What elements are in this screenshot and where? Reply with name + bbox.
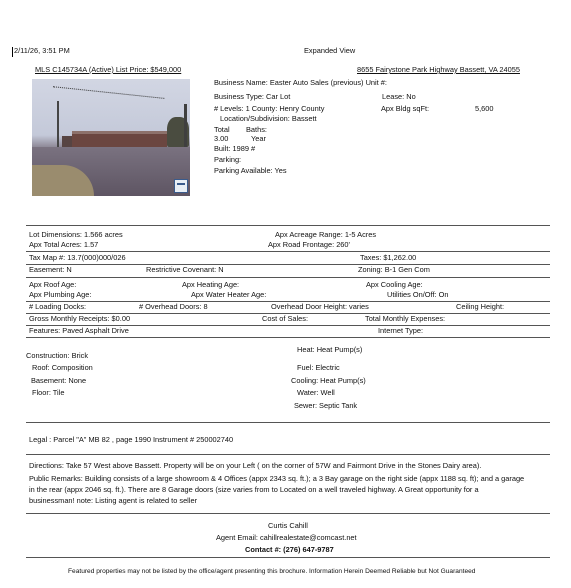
lease: Lease: No <box>382 92 416 101</box>
sewer: Sewer: Septic Tank <box>294 401 358 410</box>
gross-monthly-receipts: Gross Monthly Receipts: $0.00 <box>29 314 131 323</box>
cooling: Cooling: Heat Pump(s) <box>291 376 366 385</box>
lot-dimensions: Lot Dimensions: 1.566 acres <box>29 230 123 239</box>
total-label: Total <box>214 125 230 134</box>
light-pole <box>57 101 59 151</box>
taxes: Taxes: $1,262.00 <box>360 253 417 262</box>
apx-bldg-sqft-value: 5,600 <box>475 104 494 113</box>
fuel: Fuel: Electric <box>297 363 340 372</box>
construction: Construction: Brick <box>26 351 89 360</box>
divider <box>26 277 550 278</box>
location-subdivision: Location/Subdivision: Bassett <box>220 114 317 123</box>
property-address: 8655 Fairystone Park Highway Bassett, VA 24055 <box>357 65 520 74</box>
equal-housing-icon <box>174 179 188 193</box>
cooling-age: Apx Cooling Age: <box>366 280 423 289</box>
basement: Basement: None <box>31 376 87 385</box>
road-frontage: Apx Road Frontage: 260' <box>268 240 350 249</box>
business-type: Business Type: Car Lot <box>214 92 291 101</box>
overhead-doors: # Overhead Doors: 8 <box>139 302 208 311</box>
divider <box>26 225 550 226</box>
pennant-flags <box>52 86 165 111</box>
year-built: Built: 1989 # <box>214 144 256 153</box>
utilities: Utilities On/Off: On <box>387 290 449 299</box>
divider <box>26 337 550 338</box>
directions: Directions: Take 57 West above Bassett. Property will be on your Left ( on the corner of 57W and Fairmont Drive in the Stones Dairy area). <box>29 461 482 470</box>
total-acres: Apx Total Acres: 1.57 <box>29 240 99 249</box>
parking-available: Parking Available: Yes <box>214 166 287 175</box>
heat: Heat: Heat Pump(s) <box>297 345 363 354</box>
floor: Floor: Tile <box>32 388 65 397</box>
public-remarks-line-2: in the rear (appx 2046 sq. ft.). There are 8 Garage doors (size varies from to Located on a well traveled highway. A Great opportunity for a <box>29 485 479 494</box>
ceiling-height: Ceiling Height: <box>456 302 505 311</box>
tax-map: Tax Map #: 13.7(000)000/026 <box>29 253 126 262</box>
divider <box>26 513 550 514</box>
divider <box>26 251 550 252</box>
internet-type: Internet Type: <box>378 326 424 335</box>
divider <box>26 557 550 558</box>
plumbing-age: Apx Plumbing Age: <box>29 290 92 299</box>
year-label: Year <box>251 134 266 143</box>
levels-county: # Levels: 1 County: Henry County <box>214 104 325 113</box>
agent-name: Curtis Cahill <box>268 521 308 530</box>
overhead-door-height: Overhead Door Height: varies <box>271 302 369 311</box>
parking: Parking: <box>214 155 242 164</box>
agent-contact: Contact #: (276) 647-9787 <box>245 545 334 554</box>
water-heater-age: Apx Water Heater Age: <box>191 290 267 299</box>
mls-price-line: MLS C145734A (Active) List Price: $549,000 <box>35 65 182 74</box>
divider <box>26 264 550 265</box>
apx-bldg-sqft-label: Apx Bldg sqFt: <box>381 104 430 113</box>
heating-age: Apx Heating Age: <box>182 280 240 289</box>
divider <box>26 422 550 423</box>
water: Water: Well <box>297 388 335 397</box>
text-cursor <box>12 47 13 57</box>
roof: Roof: Composition <box>32 363 93 372</box>
disclaimer-footer: Featured properties may not be listed by the office/agent presenting this brochure. Information Herein Deemed Reliable but Not Guaranteed <box>68 568 476 575</box>
acreage-range: Apx Acreage Range: 1-5 Acres <box>275 230 377 239</box>
total-monthly-expenses: Total Monthly Expenses: <box>365 314 446 323</box>
cost-of-sales: Cost of Sales: <box>262 314 309 323</box>
agent-email: Agent Email: cahillrealestate@comcast.net <box>216 533 357 542</box>
public-remarks-line-3: businessman! note: Listing agent is related to seller <box>29 496 198 505</box>
print-timestamp: 2/11/26, 3:51 PM <box>14 46 70 55</box>
baths-value: 3.00 <box>214 134 229 143</box>
public-remarks-line-1: Public Remarks: Building consists of a large showroom & 4 Offices (appx 2343 sq. ft.); a 3 Bay garage on the right side (appx 1188 sq. ft); and a garage <box>29 474 525 483</box>
zoning: Zoning: B-1 Gen Com <box>358 265 430 274</box>
sign-pole <box>184 104 187 151</box>
legal-description: Legal : Parcel "A" MB 82 , page 1990 Instrument # 250002740 <box>29 435 234 444</box>
business-name: Business Name: Easter Auto Sales (previous) Unit #: <box>214 78 387 87</box>
easement: Easement: N <box>29 265 72 274</box>
baths-label: Baths: <box>246 125 267 134</box>
features: Features: Paved Asphalt Drive <box>29 326 129 335</box>
restrictive-covenant: Restrictive Covenant: N <box>146 265 224 274</box>
property-photo <box>32 79 190 196</box>
roof-age: Apx Roof Age: <box>29 280 77 289</box>
loading-docks: # Loading Docks: <box>29 302 87 311</box>
view-title: Expanded View <box>304 46 356 55</box>
divider <box>26 454 550 455</box>
